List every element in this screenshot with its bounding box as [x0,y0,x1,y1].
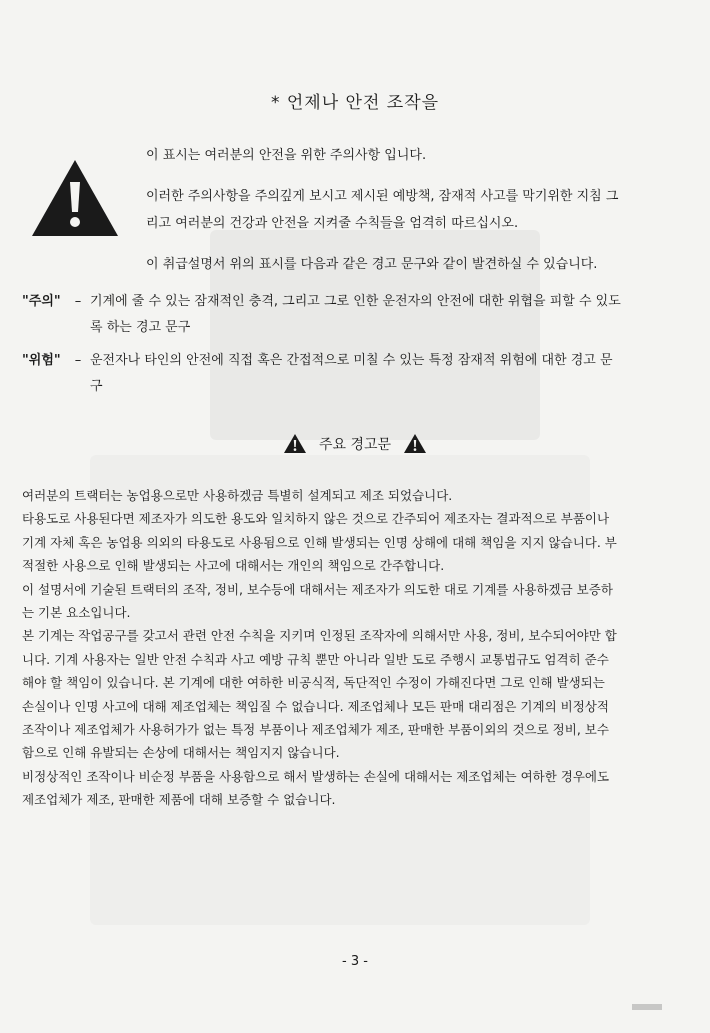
definition-caution [22,289,622,341]
intro-paragraph: 이 표시는 여러분의 안전을 위한 주의사항 입니다. [146,148,427,163]
page-number: - 3 - [342,954,368,969]
body-paragraph: 이 설명서에 기술된 트랙터의 조작, 정비, 보수등에 대해서는 제조자가 의도한 대로 기계를 사용하겠금 보증하는 기본 요소입니다. [22,581,613,621]
warning-triangle-icon [403,433,427,454]
section-heading [0,433,710,454]
intro-paragraph: 이 취급설명서 위의 표시를 다음과 같은 경고 문구와 같이 발견하실 수 있습니다. [146,257,598,272]
definition-term: "위험" [22,353,61,368]
warning-triangle-icon [30,158,120,238]
definition-dash: – [74,353,82,368]
definition-danger [22,348,622,400]
definition-term: "주의" [22,294,61,309]
definition-text: 기계에 줄 수 있는 잠재적인 충격, 그리고 그로 인한 운전자의 안전에 대한 위협을 피할 수 있도록 하는 경고 문구 [90,294,621,335]
definition-text: 운전자나 타인의 안전에 직접 혹은 간접적으로 미칠 수 있는 특정 잠재적 위험에 대한 경고 문구 [90,353,613,394]
warning-triangle-icon [283,433,307,454]
body-text [22,484,620,812]
scan-mark [632,1004,662,1010]
body-paragraph: 타용도로 사용된다면 제조자가 의도한 용도와 일치하지 않은 것으로 간주되어 제조자는 결과적으로 부품이나 기계 자체 혹은 농업용 의외의 타용도로 사용됨으로 인해 발생되는 인명 상해에 대해 책임을 지지 않습니다. 부적절한 사용으로 인해 발생되는 사고에 대해서는 개인의 책임으로 간주합니다. [22,511,617,574]
intro-block [146,142,626,278]
body-paragraph: 본 기계는 작업공구를 갖고서 관련 안전 수칙을 지키며 인정된 조작자에 의해서만 사용, 정비, 보수되어야만 합니다. 기계 사용자는 일반 안전 수칙과 사고 예방 규칙 뿐만 아니라 일반 도로 주행시 교통법규도 엄격히 준수해야 할 책임이 있습니다. 본 기계에 대한 여하한 비공식적, 독단적인 수정이 가해진다면 그로 인해 발생되는 손실이나 인명 사고에 대해 제조업체는 책임질 수 없습니다. 제조업체나 모든 판매 대리점은 기계의 비정상적 조작이나 제조업체가 사용허가가 없는 특정 부품이나 제조업체가 제조, 판매한 부품이외의 것으로 정비, 보수 함으로 인해 유발되는 손상에 대해서는 책임지지 않습니다. [22,628,617,761]
body-paragraph: 비정상적인 조작이나 비순정 부품을 사용함으로 해서 발생하는 손실에 대해서는 제조업체는 여하한 경우에도 제조업체가 제조, 판매한 제품에 대해 보증할 수 없습니다. [22,768,610,808]
intro-paragraph: 이러한 주의사항을 주의깊게 보시고 제시된 예방책, 잠재적 사고를 막기위한 지침 그리고 여러분의 건강과 안전을 지켜줄 수칙들을 엄격히 따르십시오. [146,189,619,231]
section-heading-text: 주요 경고문 [318,436,392,453]
page-title: * 언제나 안전 조작을 [270,93,440,113]
definition-dash: – [74,294,82,309]
body-paragraph: 여러분의 트랙터는 농업용으로만 사용하겠금 특별히 설계되고 제조 되었습니다. [22,488,453,503]
